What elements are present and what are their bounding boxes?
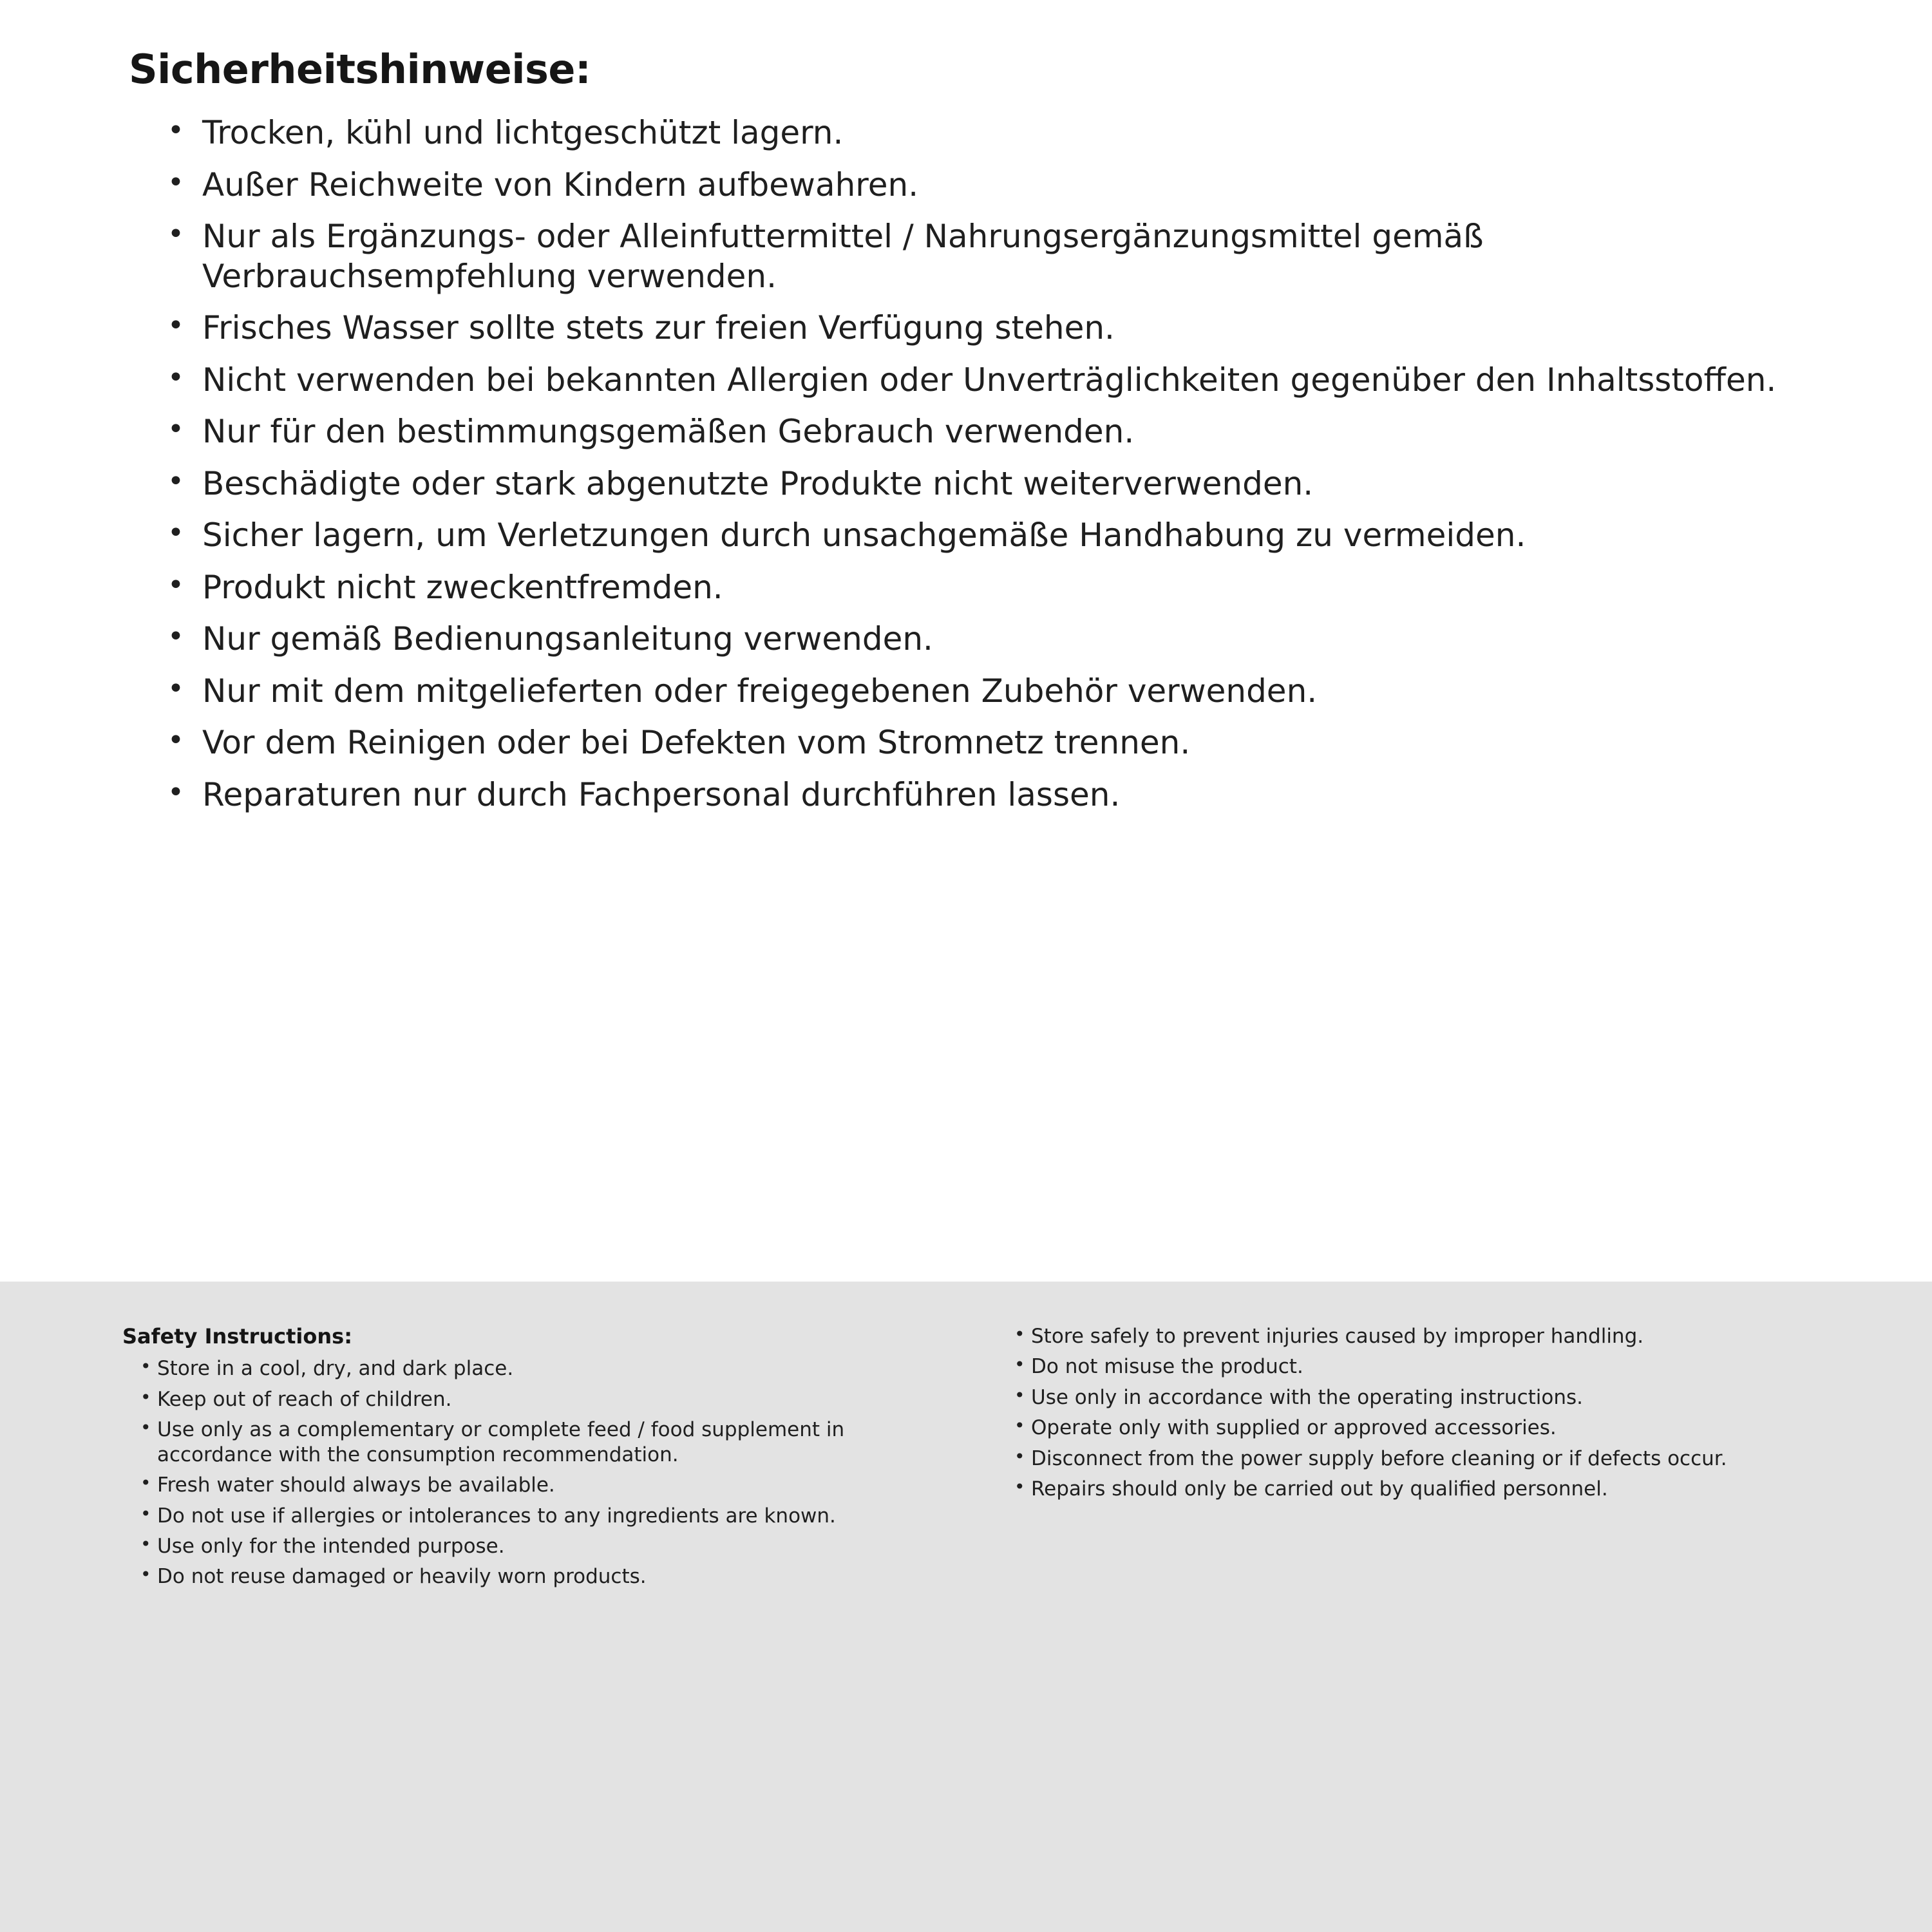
bullet-icon: • (140, 1564, 151, 1586)
list-item (1014, 1477, 1855, 1501)
list-item (140, 1473, 963, 1497)
bullet-icon: • (167, 114, 184, 147)
list-item (140, 1417, 963, 1467)
list-item (167, 412, 1855, 452)
english-section-title: Safety Instructions: (122, 1324, 352, 1349)
list-item (167, 217, 1855, 296)
list-item-text: Sicher lagern, um Verletzungen durch unsachgemäße Handhabung zu vermeiden. (202, 516, 1526, 554)
list-item (167, 113, 1855, 153)
bullet-icon: • (167, 724, 184, 757)
english-column-left (122, 1324, 963, 1906)
list-item (1014, 1354, 1855, 1379)
list-item-text: Repairs should only be carried out by qualified personnel. (1031, 1477, 1608, 1501)
bullet-icon: • (1014, 1384, 1025, 1406)
list-item-text: Trocken, kühl und lichtgeschützt lagern. (202, 114, 844, 152)
bullet-icon: • (140, 1417, 151, 1439)
bullet-icon: • (167, 413, 184, 446)
bullet-icon: • (140, 1472, 151, 1494)
english-safety-section (0, 1282, 1932, 1932)
list-item-text: Nicht verwenden bei bekannten Allergien oder Unverträglichkeiten gegenüber den Inhaltsstoffen. (202, 361, 1777, 399)
bullet-icon: • (167, 568, 184, 601)
list-item (140, 1564, 963, 1589)
list-item-text: Nur mit dem mitgelieferten oder freigegebenen Zubehör verwenden. (202, 672, 1318, 710)
list-item-text: Use only as a complementary or complete feed / food supplement in accordance with the consumption recommendation. (157, 1418, 845, 1466)
list-item (167, 361, 1855, 401)
list-item (1014, 1446, 1855, 1471)
bullet-icon: • (140, 1356, 151, 1378)
bullet-icon: • (140, 1533, 151, 1555)
bullet-icon: • (167, 166, 184, 199)
bullet-icon: • (140, 1502, 151, 1524)
list-item-text: Use only for the intended purpose. (157, 1535, 505, 1558)
list-item (167, 308, 1855, 348)
list-item-text: Produkt nicht zweckentfremden. (202, 568, 723, 606)
bullet-icon: • (167, 672, 184, 705)
list-item-text: Store safely to prevent injuries caused by improper handling. (1031, 1325, 1644, 1348)
list-item-text: Frisches Wasser sollte stets zur freien Verfügung stehen. (202, 309, 1115, 347)
list-item-text: Fresh water should always be available. (157, 1473, 555, 1497)
list-item (167, 620, 1855, 659)
list-item (167, 672, 1855, 712)
bullet-icon: • (1014, 1445, 1025, 1467)
list-item-text: Außer Reichweite von Kindern aufbewahren. (202, 166, 919, 204)
list-item-text: Disconnect from the power supply before cleaning or if defects occur. (1031, 1446, 1727, 1470)
english-column-right (1014, 1324, 1855, 1906)
bullet-icon: • (1014, 1354, 1025, 1376)
list-item-text: Do not use if allergies or intolerances to any ingredients are known. (157, 1504, 836, 1528)
bullet-icon: • (1014, 1415, 1025, 1437)
bullet-icon: • (140, 1386, 151, 1408)
list-item (140, 1504, 963, 1528)
list-item-text: Do not misuse the product. (1031, 1355, 1303, 1379)
list-item-text: Use only in accordance with the operating instructions. (1031, 1385, 1583, 1409)
list-item (167, 516, 1855, 556)
bullet-icon: • (167, 516, 184, 550)
list-item (167, 166, 1855, 205)
bullet-icon: • (1014, 1323, 1025, 1345)
list-item (167, 568, 1855, 608)
german-safety-list (129, 113, 1855, 815)
german-section-title: Sicherheitshinweise: (129, 46, 591, 93)
bullet-icon: • (167, 620, 184, 654)
list-item (167, 464, 1855, 504)
list-item-text: Nur gemäß Bedienungsanleitung verwenden. (202, 620, 933, 658)
list-item-text: Keep out of reach of children. (157, 1387, 452, 1411)
english-safety-list-left (122, 1356, 963, 1589)
list-item-text: Reparaturen nur durch Fachpersonal durchführen lassen. (202, 775, 1121, 813)
list-item-text: Nur für den bestimmungsgemäßen Gebrauch verwenden. (202, 413, 1135, 451)
list-item (167, 775, 1855, 815)
list-item (140, 1534, 963, 1558)
list-item (1014, 1416, 1855, 1440)
bullet-icon: • (167, 309, 184, 343)
list-item-text: Store in a cool, dry, and dark place. (157, 1357, 514, 1381)
list-item-text: Do not reuse damaged or heavily worn products. (157, 1565, 647, 1589)
list-item (140, 1387, 963, 1412)
list-item (1014, 1324, 1855, 1349)
list-item (1014, 1385, 1855, 1410)
bullet-icon: • (167, 775, 184, 809)
english-safety-list-right (1014, 1324, 1855, 1502)
bullet-icon: • (167, 361, 184, 394)
list-item-text: Operate only with supplied or approved accessories. (1031, 1416, 1557, 1440)
list-item (140, 1356, 963, 1381)
bullet-icon: • (1014, 1476, 1025, 1498)
list-item (167, 723, 1855, 763)
bullet-icon: • (167, 464, 184, 498)
bullet-icon: • (167, 218, 184, 251)
list-item-text: Nur als Ergänzungs- oder Alleinfuttermittel / Nahrungsergänzungsmittel gemäß Verbrauchsempfehlung verwenden. (202, 218, 1484, 295)
list-item-text: Beschädigte oder stark abgenutzte Produkte nicht weiterverwenden. (202, 464, 1314, 502)
list-item-text: Vor dem Reinigen oder bei Defekten vom Stromnetz trennen. (202, 724, 1191, 762)
